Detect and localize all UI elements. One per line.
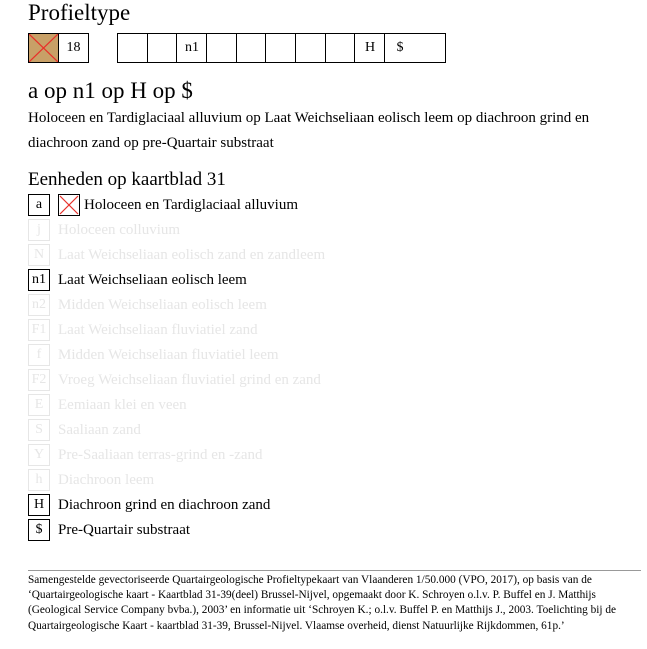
legend-code: E	[28, 394, 50, 416]
legend-swatch	[58, 194, 80, 216]
legend-code: j	[28, 219, 50, 241]
layer-cell	[265, 34, 296, 62]
source-citation: Samengestelde gevectoriseerde Quartairgeologische Profieltypekaart van Vlaanderen 1/50.000 (VPO, 2017), op basis van de ‘Quartairgeologische kaart - Kaartblad 31-39(deel) Brussel-Nijvel, opgemaakt door K. Schroyen o.l.v. P. Buffel en J. Matthijs (Geological Service Company bvba.), 2003’ en informatie uit ‘Schroyen K.; o.l.v. Buffel P. en Matthijs J., 2003. Toelichting bij de Quartairgeologische Kaart - kaartblad 31-39, Brussel-Nijvel. Vlaamse overheid, dienst Natuurlijke Rijkdommen, 61p.’	[28, 574, 617, 632]
legend-label: Saaliaan zand	[58, 422, 141, 438]
legend-label: Holoceen colluvium	[58, 222, 181, 238]
page-title: Profieltype	[28, 0, 131, 25]
legend-code: f	[28, 344, 50, 366]
legend-label: Pre-Quartair substraat	[58, 522, 191, 538]
legend-label: Midden Weichseliaan eolisch leem	[58, 297, 267, 313]
legend-label: Holoceen en Tardiglaciaal alluvium	[84, 197, 299, 213]
legend-label: Midden Weichseliaan fluviatiel leem	[58, 347, 279, 363]
legend-label: Laat Weichseliaan eolisch leem	[58, 272, 247, 288]
legend-code: n1	[28, 269, 50, 291]
profile-layer-cells	[117, 33, 446, 63]
units-heading: Eenheden op kaartblad 31	[28, 169, 226, 190]
legend-label: Laat Weichseliaan eolisch zand en zandleem	[58, 247, 326, 263]
layer-cell	[325, 34, 355, 62]
legend-code: F2	[28, 369, 50, 391]
layer-cell	[236, 34, 266, 62]
legend-label: Vroeg Weichseliaan fluviatiel grind en zand	[58, 372, 321, 388]
footer-divider	[28, 570, 641, 571]
legend-code: Y	[28, 444, 50, 466]
profile-code: 18	[58, 34, 88, 62]
cross-pattern-icon	[29, 34, 58, 62]
layer-cell	[147, 34, 177, 62]
layer-cell	[206, 34, 237, 62]
alluvium-swatch	[29, 34, 58, 62]
layer-cell: n1	[176, 34, 207, 62]
profile-description: Holoceen en Tardiglaciaal alluvium op Laat Weichseliaan eolisch leem op diachroon grind en diachroon zand op pre-Quartair substraat	[28, 110, 590, 151]
profile-code-box	[28, 33, 89, 63]
layer-cell	[295, 34, 326, 62]
legend-code: h	[28, 469, 50, 491]
legend-code: N	[28, 244, 50, 266]
profile-code-line: a op n1 op H op $	[28, 78, 193, 103]
legend-label: Diachroon grind en diachroon zand	[58, 497, 271, 513]
legend-code: $	[28, 519, 50, 541]
layer-cell	[118, 34, 147, 62]
layer-cell: H	[354, 34, 385, 62]
legend-code: H	[28, 494, 50, 516]
legend-code: a	[28, 194, 50, 216]
legend-code: n2	[28, 294, 50, 316]
legend-code: S	[28, 419, 50, 441]
legend-label: Eemiaan klei en veen	[58, 397, 187, 413]
cross-pattern-icon	[59, 195, 79, 215]
legend-label: Pre-Saaliaan terras-grind en -zand	[58, 447, 263, 463]
legend-code: F1	[28, 319, 50, 341]
layer-cell: $	[384, 34, 415, 62]
legend-label: Laat Weichseliaan fluviatiel zand	[58, 322, 258, 338]
legend-label: Diachroon leem	[58, 472, 155, 488]
